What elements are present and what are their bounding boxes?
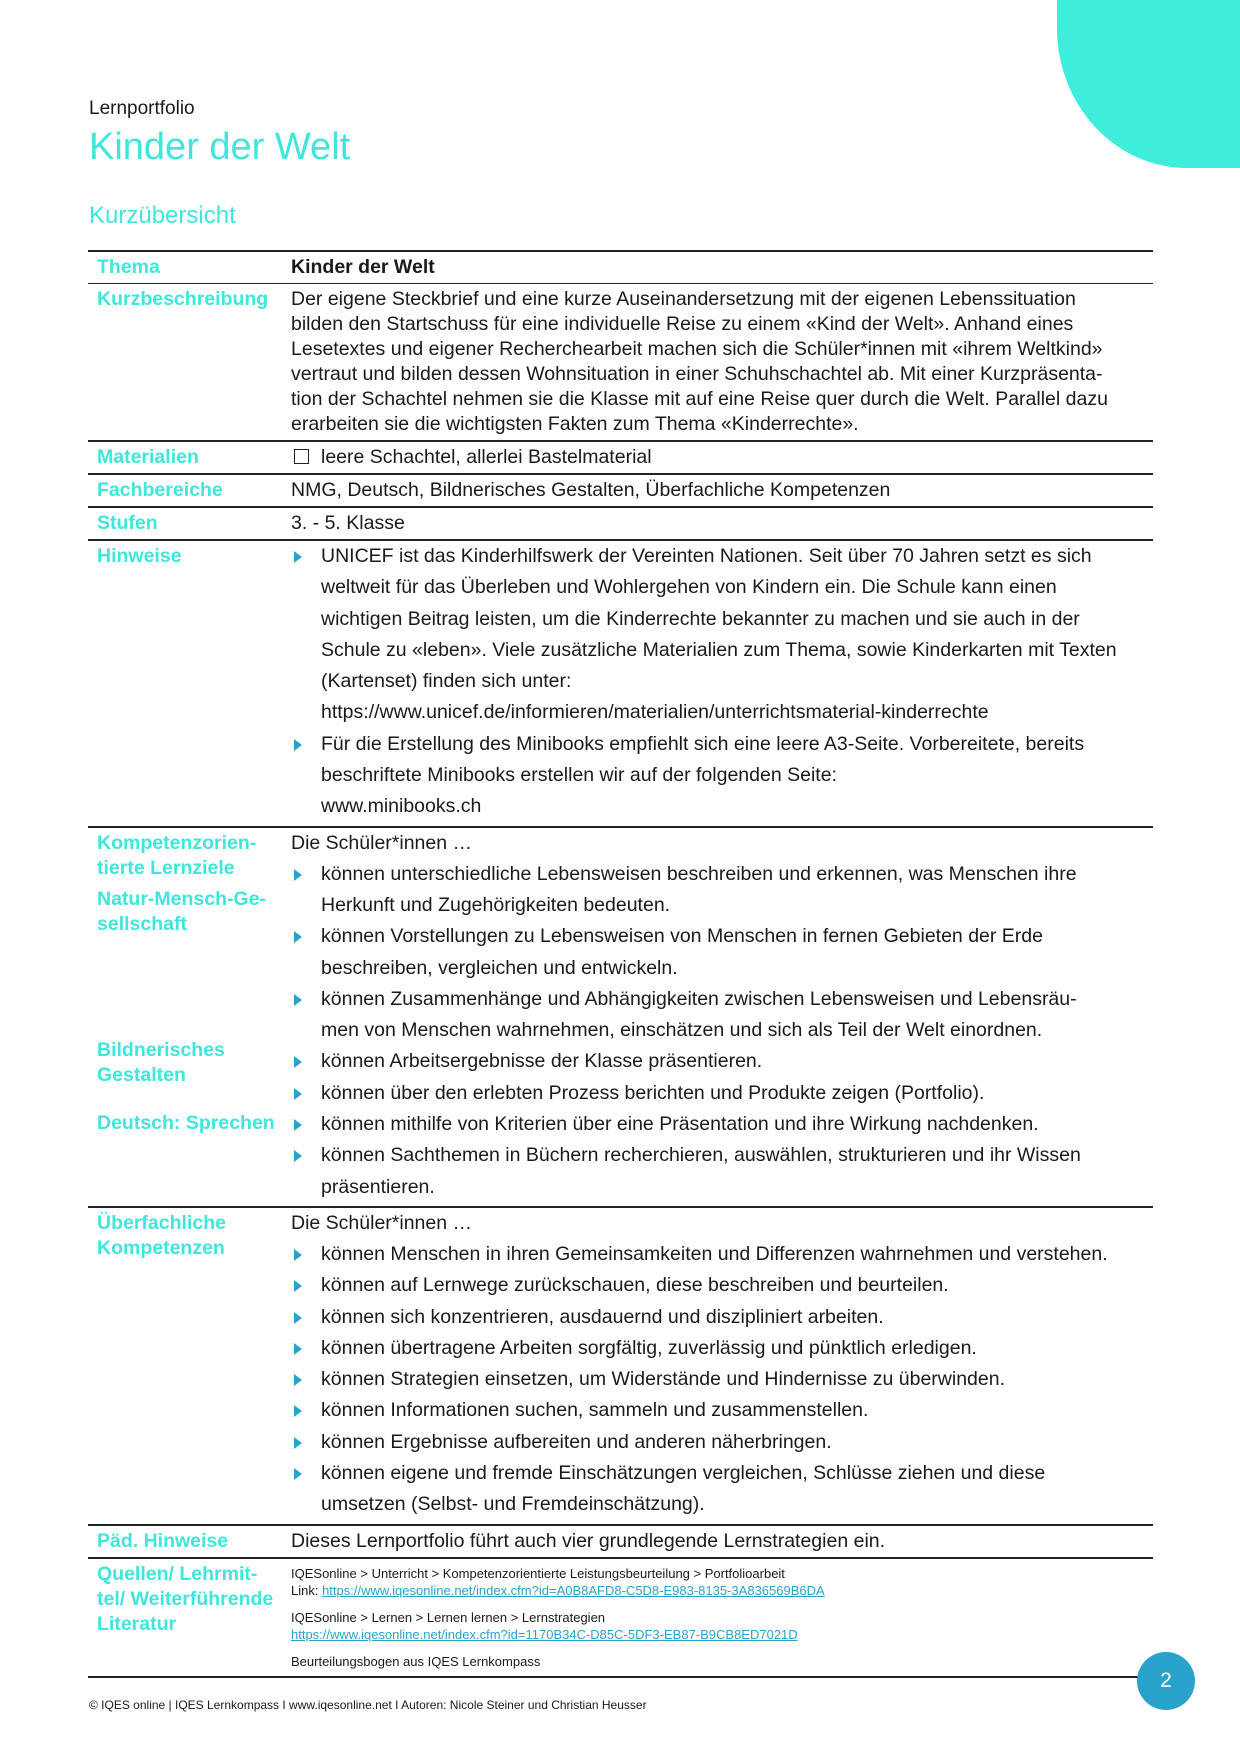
row-kurzbeschreibung	[88, 284, 1153, 442]
value-quellen	[291, 1559, 1153, 1676]
label-quellen	[88, 1559, 291, 1676]
label-deutsch-sprechen: Deutsch: Sprechen	[97, 1111, 275, 1134]
label-nmg: sellschaft	[97, 912, 187, 935]
text-line: Lesetextes und eigener Recherchearbeit machen sich die Schüler*innen mit «ihrem Weltkind»	[291, 338, 1103, 360]
text-line: umsetzen (Selbst- und Fremdeinschätzung).	[321, 1493, 705, 1516]
label-thema: Thema	[97, 256, 160, 278]
link-prefix: Link:	[291, 1582, 323, 1598]
row-lernziele	[88, 828, 1153, 1208]
label-line: Literatur	[97, 1612, 177, 1635]
text-line: können unterschiedliche Lebensweisen beschreiben und erkennen, was Menschen ihre	[321, 862, 1077, 885]
text-line: können Sachthemen in Büchern recherchieren, auswählen, strukturieren und ihr Wissen	[321, 1144, 1081, 1167]
text-line: Schule zu «leben». Viele zusätzliche Materialien zum Thema, sowie Kinderkarten mit Texten	[321, 638, 1117, 661]
bullet-item	[291, 984, 1153, 1047]
label-line: Bildnerisches	[97, 1038, 225, 1061]
label-bildnerisches-gestalten	[97, 1038, 225, 1088]
label-line: Gestalten	[97, 1063, 186, 1086]
checkbox-icon	[294, 449, 309, 464]
intro-text: Die Schüler*innen …	[291, 1211, 473, 1234]
value-stufen: 3. - 5. Klasse	[291, 512, 405, 534]
label-nmg: Natur-Mensch-Ge-	[97, 887, 267, 910]
value-fachbereiche: NMG, Deutsch, Bildnerisches Gestalten, Überfachliche Kompetenzen	[291, 479, 891, 501]
text-line: erarbeiten sie die wichtigsten Fakten zum Thema «Kinderrechte».	[291, 413, 859, 435]
value-materialien	[291, 442, 1153, 473]
row-thema	[88, 252, 1153, 284]
text-line: können Menschen in ihren Gemeinsamkeiten und Differenzen wahrnehmen und verstehen.	[321, 1242, 1108, 1265]
label-fachbereiche: Fachbereiche	[97, 479, 223, 501]
value-paed-hinweise: Dieses Lernportfolio führt auch vier grundlegende Lernstrategien ein.	[291, 1529, 886, 1552]
bullet-item	[291, 729, 1153, 823]
bullet-item	[291, 1395, 1153, 1426]
bullet-item	[291, 1109, 1153, 1140]
footer-copyright: © IQES online | IQES Lernkompass I www.iqesonline.net I Autoren: Nicole Steiner und Christian Heusser	[89, 1698, 647, 1712]
text-line: beschriftete Minibooks erstellen wir auf der folgenden Seite:	[321, 764, 837, 787]
text-line: men von Menschen wahrnehmen, einschätzen und sich als Teil der Welt einordnen.	[321, 1019, 1043, 1042]
text-line: können übertragene Arbeiten sorgfältig, zuverlässig und pünktlich erledigen.	[321, 1336, 977, 1359]
intro-text: Die Schüler*innen …	[291, 831, 473, 854]
label-line: tierte Lernziele	[97, 856, 235, 879]
text-line: wichtigen Beitrag leisten, um die Kinderrechte bekannter zu machen und sie auch in der	[321, 607, 1080, 630]
section-title: Kurzübersicht	[89, 202, 236, 229]
page-number-badge: 2	[1137, 1652, 1195, 1710]
text-line: (Kartenset) finden sich unter:	[321, 670, 572, 693]
bullet-item	[291, 1140, 1153, 1203]
text-line: können Informationen suchen, sammeln und zusammenstellen.	[321, 1399, 869, 1422]
label-kurzbeschreibung: Kurzbeschreibung	[97, 288, 269, 310]
text-line: können eigene und fremde Einschätzungen vergleichen, Schlüsse ziehen und diese	[321, 1462, 1046, 1485]
materialien-text: leere Schachtel, allerlei Bastelmaterial	[321, 446, 652, 468]
text-line: weltweit für das Überleben und Wohlergehen von Kindern ein. Die Schule kann einen	[321, 576, 1057, 599]
bullet-item	[291, 1078, 1153, 1109]
source-path: IQESonline > Unterricht > Kompetenzorientierte Leistungsbeurteilung > Portfolioarbeit	[291, 1565, 785, 1581]
value-hinweise	[291, 541, 1153, 826]
text-line: können auf Lernwege zurückschauen, diese beschreiben und beurteilen.	[321, 1274, 949, 1297]
value-lernziele	[291, 828, 1153, 1206]
row-stufen	[88, 508, 1153, 541]
text-line: können Arbeitsergebnisse der Klasse präsentieren.	[321, 1050, 763, 1073]
bullet-item	[291, 1239, 1153, 1270]
label-lernziele	[88, 828, 291, 1206]
text-line: tion der Schachtel nehmen sie die Klasse mit auf eine Reise quer durch die Welt. Parallel dazu	[291, 388, 1108, 410]
source-block	[291, 1565, 1153, 1599]
text-line: können Ergebnisse aufbereiten und anderen näherbringen.	[321, 1430, 832, 1453]
text-line: können Zusammenhänge und Abhängigkeiten zwischen Lebensweisen und Lebensräu-	[321, 987, 1077, 1010]
label-paed-hinweise: Päd. Hinweise	[97, 1529, 229, 1552]
text-line: können sich konzentrieren, ausdauernd und diszipliniert arbeiten.	[321, 1305, 884, 1328]
bullet-item	[291, 859, 1153, 922]
bullet-item	[291, 921, 1153, 984]
row-quellen	[88, 1559, 1153, 1678]
row-fachbereiche	[88, 475, 1153, 508]
label-line: Kompetenzorien-	[97, 831, 257, 854]
text-line: Für die Erstellung des Minibooks empfiehlt sich eine leere A3-Seite. Vorbereitete, bereits	[321, 732, 1085, 755]
portfolioarbeit-link[interactable]: https://www.iqesonline.net/index.cfm?id=A0B8AFD8-C5D8-E983-8135-3A836569B6DA	[322, 1582, 825, 1598]
label-line: Überfachliche	[97, 1211, 226, 1234]
row-paed-hinweise	[88, 1526, 1153, 1559]
corner-decoration-shape	[1057, 0, 1240, 168]
text-line: können Strategien einsetzen, um Widerstände und Hindernisse zu überwinden.	[321, 1368, 1005, 1391]
text-line: können Vorstellungen zu Lebensweisen von Menschen in fernen Gebieten der Erde	[321, 925, 1043, 948]
label-materialien: Materialien	[97, 446, 199, 468]
label-ueberfachlich	[88, 1208, 291, 1524]
text-line: Herkunft und Zugehörigkeiten bedeuten.	[321, 893, 671, 916]
bullet-item	[291, 1427, 1153, 1458]
bullet-item	[291, 1270, 1153, 1301]
bullet-item	[291, 541, 1153, 729]
row-ueberfachlich	[88, 1208, 1153, 1526]
text-line: präsentieren.	[321, 1175, 435, 1198]
row-hinweise	[88, 541, 1153, 828]
text-line: können mithilfe von Kriterien über eine Präsentation und ihre Wirkung nachdenken.	[321, 1113, 1039, 1136]
document-kicker: Lernportfolio	[89, 98, 195, 119]
unicef-link-text: https://www.unicef.de/informieren/materialien/unterrichtsmaterial-kinderrechte	[321, 701, 989, 724]
source-link-line	[291, 1582, 1153, 1599]
text-line: beschreiben, vergleichen und entwickeln.	[321, 956, 678, 979]
page-title: Kinder der Welt	[89, 126, 351, 168]
overview-table	[88, 250, 1153, 1678]
label-hinweise: Hinweise	[97, 545, 182, 567]
lernstrategien-link[interactable]: https://www.iqesonline.net/index.cfm?id=1170B34C-D85C-5DF3-EB87-B9CB8ED7021D	[291, 1626, 798, 1642]
label-stufen: Stufen	[97, 512, 158, 534]
label-line: Kompetenzen	[97, 1236, 225, 1259]
text-line: vertraut und bilden dessen Wohnsituation in einer Schuhschachtel ab. Mit einer Kurzpräsenta-	[291, 363, 1103, 385]
row-materialien	[88, 442, 1153, 475]
bullet-item	[291, 1364, 1153, 1395]
source-text: Beurteilungsbogen aus IQES Lernkompass	[291, 1653, 541, 1669]
label-line: tel/ Weiterführende	[97, 1587, 274, 1610]
bullet-item	[291, 1333, 1153, 1364]
value-thema: Kinder der Welt	[291, 256, 435, 278]
label-line: Quellen/ Lehrmit-	[97, 1562, 258, 1585]
text-line: bilden den Startschuss für eine individuelle Reise zu einem «Kind der Welt». Anhand eines	[291, 313, 1074, 335]
text-line: können über den erlebten Prozess berichten und Produkte zeigen (Portfolio).	[321, 1081, 985, 1104]
text-line: Der eigene Steckbrief und eine kurze Auseinandersetzung mit der eigenen Lebenssituation	[291, 288, 1076, 310]
bullet-item	[291, 1302, 1153, 1333]
text-line: UNICEF ist das Kinderhilfswerk der Vereinten Nationen. Seit über 70 Jahren setzt es sich	[321, 545, 1092, 567]
bullet-item	[291, 1458, 1153, 1521]
value-ueberfachlich	[291, 1208, 1153, 1524]
minibooks-link-text: www.minibooks.ch	[321, 795, 482, 818]
value-kurzbeschreibung	[291, 284, 1153, 440]
source-path: IQESonline > Lernen > Lernen lernen > Lernstrategien	[291, 1609, 606, 1625]
source-block	[291, 1609, 1153, 1643]
bullet-item	[291, 1046, 1153, 1077]
